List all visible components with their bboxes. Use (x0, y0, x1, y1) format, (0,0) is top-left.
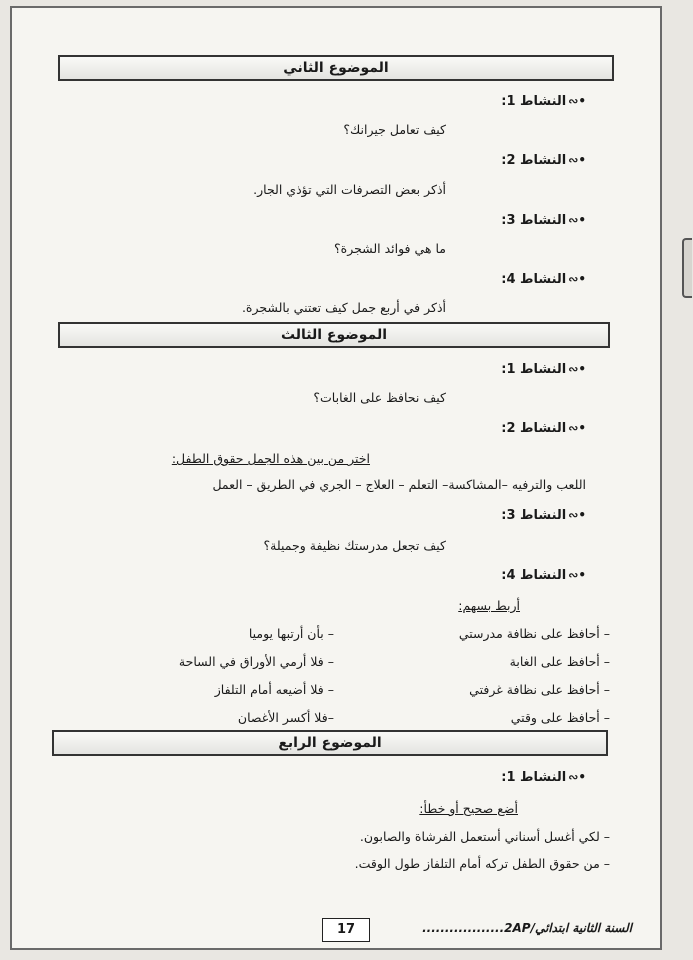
activity-4-question: أذكر في أربع جمل كيف تعتني بالشجرة. (241, 300, 446, 315)
match-left-item: – أحافظ على نظافة مدرستي (458, 626, 610, 641)
activity-1-question: كيف نحافظ على الغابات؟ (313, 390, 446, 405)
activity-1-label: •∾النشاط 1: (501, 770, 586, 785)
section-title-second: الموضوع الثاني (58, 55, 614, 81)
true-false-item: – لكي أغسل أسناني أستعمل الفرشاة والصابون. (359, 829, 610, 844)
activity-bullet-icon: •∾ (568, 770, 586, 784)
document-page (10, 6, 662, 950)
match-left-item: – أحافظ على نظافة غرفتي (469, 682, 610, 697)
page-number: 17 (322, 918, 370, 942)
activity-3-label: •∾النشاط 3: (501, 213, 586, 228)
activity-1-label: •∾النشاط 1: (501, 94, 586, 109)
activity-bullet-icon: •∾ (568, 362, 586, 376)
activity-4-label: •∾النشاط 4: (501, 272, 586, 287)
activity-1-instruction: أضع صحيح أو خطأ: (419, 801, 518, 816)
activity-2-question: أذكر بعض التصرفات التي تؤذي الجار. (253, 182, 446, 197)
true-false-item: – من حقوق الطفل تركه أمام التلفاز طول الوقت. (354, 856, 610, 871)
activity-1-question: كيف تعامل جيرانك؟ (343, 122, 446, 137)
activity-4-instruction: أربط بسهم: (458, 598, 520, 613)
page-footer (182, 916, 632, 944)
activity-bullet-icon: •∾ (568, 272, 586, 286)
activity-bullet-icon: •∾ (568, 508, 586, 522)
activity-2-label: •∾النشاط 2: (501, 421, 586, 436)
binder-clip (682, 238, 692, 298)
section-title-third: الموضوع الثالث (58, 322, 610, 348)
match-left-item: – أحافظ على الغابة (509, 654, 610, 669)
match-right-item: – فلا أرمي الأوراق في الساحة (178, 654, 334, 669)
activity-bullet-icon: •∾ (568, 213, 586, 227)
activity-1-label: •∾النشاط 1: (501, 362, 586, 377)
activity-bullet-icon: •∾ (568, 421, 586, 435)
activity-2-options: اللعب والترفيه –المشاكسة– التعلم – العلاج – الجري في الطريق – العمل (212, 477, 586, 492)
footer-text: السنة الثانية ابتدائي/2AP.................. (422, 921, 632, 935)
match-right-item: –فلا أكسر الأغصان (237, 710, 334, 725)
activity-2-label: •∾النشاط 2: (501, 153, 586, 168)
activity-bullet-icon: •∾ (568, 94, 586, 108)
activity-4-label: •∾النشاط 4: (501, 568, 586, 583)
activity-3-question: كيف تجعل مدرستك نظيفة وجميلة؟ (263, 538, 446, 553)
activity-3-label: •∾النشاط 3: (501, 508, 586, 523)
match-left-item: – أحافظ على وقتي (510, 710, 610, 725)
match-right-item: – بأن أرتبها يوميا (248, 626, 334, 641)
activity-bullet-icon: •∾ (568, 153, 586, 167)
section-title-fourth: الموضوع الرابع (52, 730, 608, 756)
activity-bullet-icon: •∾ (568, 568, 586, 582)
activity-3-question: ما هي فوائد الشجرة؟ (334, 241, 446, 256)
activity-2-instruction: اختر من بين هذه الجمل حقوق الطفل: (171, 451, 370, 466)
match-right-item: – فلا أضيعه أمام التلفاز (214, 682, 334, 697)
